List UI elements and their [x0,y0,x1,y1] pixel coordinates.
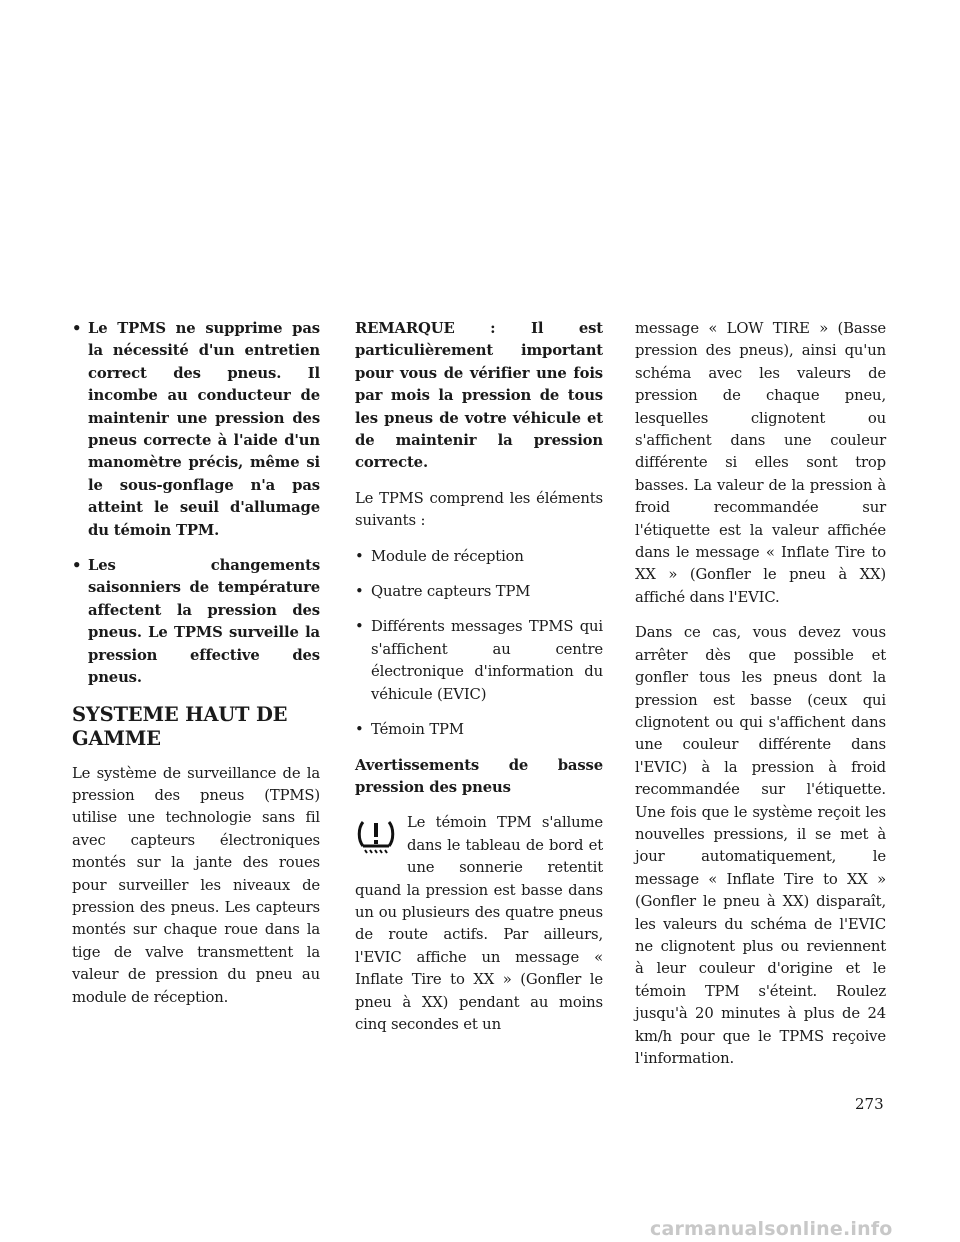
page-number: 273 [855,1095,884,1113]
bullet-list-notes [72,318,320,690]
subheading: Avertissements de basse pression des pneus [355,756,603,796]
bullet-note-maintenance: • Le TPMS ne supprime pas la nécessité d'un entretien correct des pneus. Il incombe au conducteur de maintenir une pression des pneus correcte à l'aide d'un manomètre précis, même si le sous-gonflage n'a pas atteint le seuil d'allumage du témoin TPM. [72,318,320,542]
list-item: • Quatre capteurs TPM [355,581,603,603]
bullet-note-seasonal: • Les changements saisonniers de température affectent la pression des pneus. Le TPMS surveille la pression effective des pneus. [72,555,320,689]
remarque-note: REMARQUE : Il est particulièrement important pour vous de vérifier une fois par mois la pression de tous les pneus de votre véhicule et de maintenir la pression correcte. [355,320,603,472]
list-item: • Module de réception [355,546,603,568]
components-intro: Le TPMS comprend les éléments suivants : [355,489,603,530]
section-paragraph: Le système de surveillance de la pression des pneus (TPMS) utilise une technologie sans fil avec capteurs électroniques montés sur la jante des roues pour surveiller les niveaux de pression des pneus. Les capteurs montés sur chaque roue dans la tige de valve transmettent la valeur de pression du pneu au module de réception. [72,764,320,1006]
list-item: • Témoin TPM [355,719,603,741]
components-list [355,546,603,742]
list-item: • Différents messages TPMS qui s'affichent au centre électronique d'information du véhicule (EVIC) [355,616,603,706]
paragraph-inflate: Dans ce cas, vous devez vous arrêter dès que possible et gonfler tous les pneus dont la pression est basse (ceux qui clignotent ou qui s'affichent dans une couleur différente dans l'EVIC) à la pression à froid recommandée sur l'étiquette. Une fois que le système reçoit les nouvelles pressions, il se met à jour automatiquement, le message « Inflate Tire to XX » (Gonfler le pneu à XX) disparaît, les valeurs du schéma de l'EVIC ne clignotent plus ou reviennent à leur couleur d'origine et le témoin TPM s'éteint. Roulez jusqu'à 20 minutes à plus de 24 km/h pour que le TPMS reçoive l'information. [635,624,886,1067]
middle-column [355,318,603,1049]
section-heading: SYSTEME HAUT DE GAMME [72,702,288,750]
right-column [635,318,886,1083]
warning-text: Le témoin TPM s'allume dans le tableau de bord et une sonnerie retentit quand la pression est basse dans un ou plusieurs des quatre pneus de route actifs. Par ailleurs, l'EVIC affiche un message « Inflate Tire to XX » (Gonfler le pneu à XX) pendant au moins cinq secondes et un [355,814,603,1033]
watermark: carmanualsonline.info [650,1218,893,1240]
paragraph-low-tire: message « LOW TIRE » (Basse pression des pneus), ainsi qu'un schéma avec les valeurs de pression de chaque pneu, lesquelles clignotent ou s'affichent dans une couleur différente si elles sont trop basses. La valeur de la pression à froid recommandée sur l'étiquette est la valeur affichée dans le message « Inflate Tire to XX » (Gonfler le pneu à XX) affiché dans l'EVIC. [635,320,886,606]
tire-pressure-warning-icon [355,816,397,858]
left-column [72,318,320,1022]
warning-block [355,812,603,1036]
